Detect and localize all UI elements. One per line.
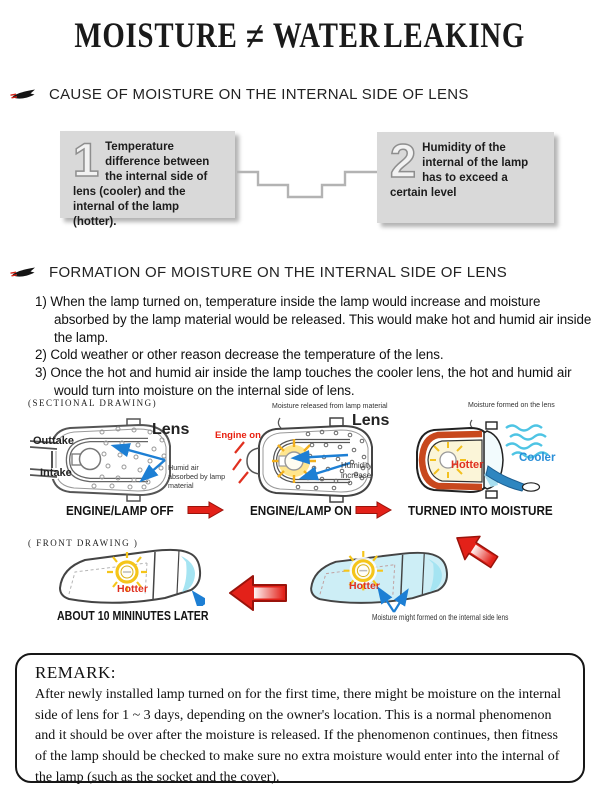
cause-heading-label: CAUSE OF MOISTURE ON THE INTERNAL SIDE OF LENS — [49, 86, 469, 103]
remark-box — [15, 653, 585, 783]
big-left-arrow-icon — [226, 572, 288, 614]
remark-heading: REMARK: — [35, 663, 116, 682]
front2-note: Moisture might formed on the internal side lens — [372, 613, 509, 622]
front1-hotter-label: Hotter — [117, 583, 148, 595]
formation-point-1: 1) When the lamp turned on, temperature inside the lamp would increase and moisture absorbed by the lamp material would be released. This would make hot and humid air inside the lamp. — [35, 294, 592, 345]
small-blue-arrow-icon — [189, 588, 205, 606]
stage1-lens-label: Lens — [152, 421, 190, 438]
stage2-engine-on-label: Engine on — [215, 430, 261, 441]
cause-box-1-number: 1 — [73, 133, 100, 186]
stage2-caption: ENGINE/LAMP ON — [250, 503, 352, 518]
right-arrow-icon — [187, 501, 225, 519]
stage3-hotter-label: Hotter — [451, 459, 484, 471]
stage2-top-note: Moisture released from lamp material — [272, 403, 388, 410]
formation-list — [35, 293, 593, 400]
cause-box-1-text: Temperature difference between the internal side of lens (cooler) and the internal of the lamp (hotter). — [73, 141, 210, 228]
stage3-top-note: Moisture formed on the lens — [468, 402, 555, 409]
sectional-drawing-label: (SECTIONAL DRAWING) — [28, 398, 158, 408]
front-drawing-label: ( FRONT DRAWING ) — [28, 538, 139, 548]
formation-section-heading — [10, 264, 507, 281]
cause-box-2-number: 2 — [390, 134, 417, 187]
remark-body: After newly installed lamp turned on for the first time, there might be moisture on the internal side of lens for 1 ~ 3 days, depending on the owner's location. This is a normal phenomenon and it should be over after the moisture is released. If the phenomenon continues, then fitness of the lamp should be checked to make sure no extra moisture would enter into the internal of the lamp (such as the socket and the cover). — [35, 687, 562, 785]
stage1-caption: ENGINE/LAMP OFF — [66, 503, 174, 518]
cause-section-heading — [10, 86, 469, 103]
front1-caption: ABOUT 10 MININUTES LATER — [57, 609, 209, 623]
lamp-front-drawing-1 — [55, 546, 205, 610]
title-word-moisture: MOISTURE — [74, 15, 238, 55]
cause-box-2 — [377, 132, 554, 223]
cause-box-2-text: Humidity of the internal of the lamp has to exceed a certain level — [390, 142, 529, 199]
step-connector-line — [235, 160, 380, 205]
moisture-pointer-arrows — [370, 582, 416, 614]
title-word-waterleaking: WATER LEAKING — [273, 15, 526, 55]
stage1-intake-label: Intake — [40, 467, 72, 479]
stage3-cooler-label: Cooler — [519, 452, 556, 464]
pointer-boat-icon — [10, 88, 36, 102]
pointer-boat-icon — [10, 266, 36, 280]
front2-hotter-label: Hotter — [349, 580, 380, 592]
diagonal-left-arrow-icon — [444, 524, 504, 574]
formation-point-2: 2) Cold weather or other reason decrease the temperature of the lens. — [35, 347, 444, 363]
formation-heading-label: FORMATION OF MOISTURE ON THE INTERNAL SIDE OF LENS — [49, 264, 508, 281]
stage3-caption: TURNED INTO MOISTURE — [408, 503, 553, 518]
cause-box-1 — [60, 131, 235, 228]
formation-point-3: 3) Once the hot and humid air inside the lamp touches the cooler lens, the hot and humid air would turn into moisture on the internal side of lens. — [35, 365, 572, 399]
not-equal-symbol: ≠ — [245, 14, 266, 60]
stage1-outtake-label: Outtake — [33, 435, 74, 447]
stage1-note: Humid air absorbed by lamp material — [168, 463, 226, 490]
stage2-note: Humidity increase — [341, 461, 373, 480]
right-arrow-icon — [355, 501, 393, 519]
page-title — [0, 10, 600, 58]
stage2-lens-label: Lens — [352, 412, 390, 429]
heat-lines-icon — [230, 440, 252, 486]
